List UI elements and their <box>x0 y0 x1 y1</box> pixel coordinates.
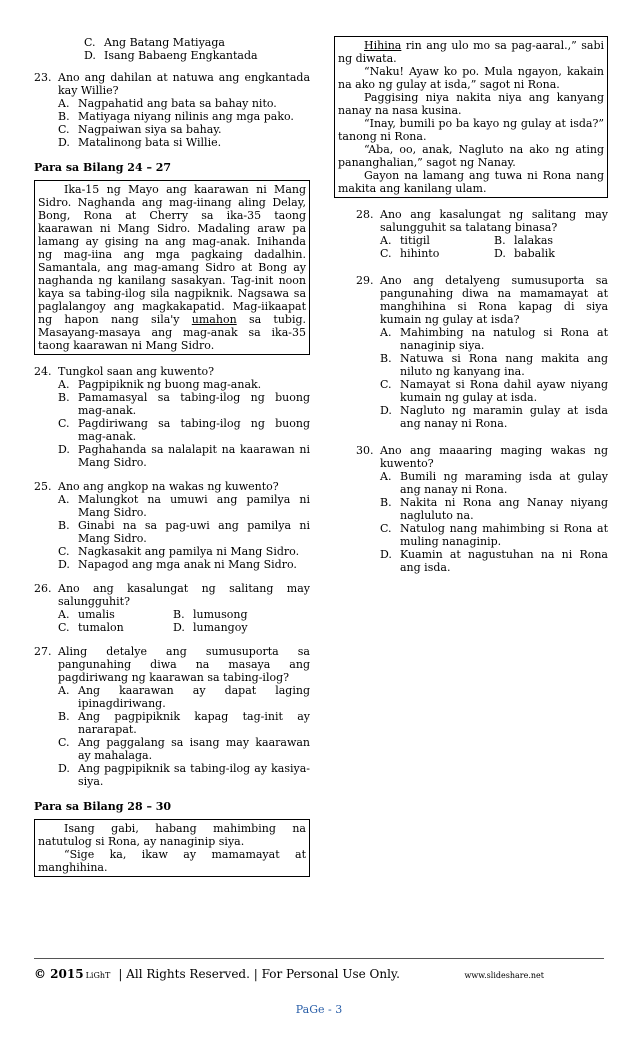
question-number: 28. <box>356 208 374 221</box>
question-25 <box>34 480 310 571</box>
option-letter: B. <box>58 710 70 723</box>
reading-passage-2 <box>34 819 310 877</box>
option-text: Matiyaga niyang nilinis ang mga pako. <box>78 110 294 123</box>
question-text: Aling detalye ang sumusuporta sa pangunahing diwa na masaya ang pagdiriwang ng kaarawan sa tabing-ilog? <box>58 645 310 684</box>
option-text: Ang pagpipiknik kapag tag-init ay nararapat. <box>78 710 310 736</box>
question-29 <box>356 274 608 430</box>
passage-paragraph: Gayon na lamang ang tuwa ni Rona nang makita ang kanilang ulam. <box>338 169 604 195</box>
option <box>34 519 310 545</box>
right-column <box>334 36 608 585</box>
option-text: Ang paggalang sa isang may kaarawan ay mahalaga. <box>78 736 310 762</box>
option-text: umalis <box>78 608 115 621</box>
option <box>34 545 310 558</box>
passage-paragraph <box>338 39 604 65</box>
option <box>356 352 608 378</box>
option-letter: A. <box>58 493 70 506</box>
option-text: Nagpaiwan siya sa bahay. <box>78 123 222 136</box>
option-letter: A. <box>58 684 70 697</box>
option-text: Nagluto ng maramin gulay at isda ang nanay ni Rona. <box>400 404 608 430</box>
q22-options-continued <box>34 36 310 62</box>
option-text: Ginabi na sa pag-uwi ang pamilya ni Mang Sidro. <box>78 519 310 545</box>
option-text: Ang pagpipiknik sa tabing-ilog ay kasiya-siya. <box>78 762 310 788</box>
passage-paragraph: Isang gabi, habang mahimbing na natutulog si Rona, ay nanaginip siya. <box>38 822 306 848</box>
passage-text: sa tubig. Masayang-masaya ang mag-anak sa ika-35 taong kaarawan ni Mang Sidro. <box>38 313 306 352</box>
question-23 <box>34 71 310 149</box>
option-letter: C. <box>380 522 392 535</box>
option <box>356 470 608 496</box>
option <box>34 710 310 736</box>
option-letter: D. <box>380 548 392 561</box>
option <box>58 621 173 634</box>
option-letter: B. <box>494 234 506 247</box>
question-number: 25. <box>34 480 52 493</box>
option-letter: A. <box>58 608 70 621</box>
option-text: Nagkasakit ang pamilya ni Mang Sidro. <box>78 545 300 558</box>
option <box>173 621 288 634</box>
option-text: hihinto <box>400 247 440 260</box>
page-number: PaGe - 3 <box>295 1003 343 1016</box>
option-letter: C. <box>58 417 70 430</box>
question-text: Ano ang dahilan at natuwa ang engkantada kay Willie? <box>58 71 310 97</box>
option-letter: D. <box>494 247 506 260</box>
question-28 <box>356 208 608 260</box>
option <box>356 522 608 548</box>
option <box>356 548 608 574</box>
option-letter: D. <box>58 762 70 775</box>
option-text: Nagpahatid ang bata sa bahay nito. <box>78 97 277 110</box>
option-text: Ang kaarawan ay dapat laging ipinagdiriwang. <box>78 684 310 710</box>
option <box>34 684 310 710</box>
option-letter: C. <box>58 545 70 558</box>
question-text: Ano ang detalyeng sumusuporta sa pangunahing diwa na mamamayat at manghihina si Rona kapag di siya kumain ng gulay at isda? <box>380 274 608 326</box>
option-text: lumusong <box>193 608 248 621</box>
option-letter: B. <box>58 391 70 404</box>
option-text: Natuwa si Rona nang makita ang niluto ng kanyang ina. <box>400 352 608 378</box>
option-text: Namayat si Rona dahil ayaw niyang kumain ng gulay at isda. <box>400 378 608 404</box>
question-number: 26. <box>34 582 52 595</box>
option-letter: A. <box>58 97 70 110</box>
site-link[interactable]: www.slideshare.net <box>464 971 544 980</box>
footer-divider <box>34 958 604 959</box>
option <box>380 247 494 260</box>
option <box>58 608 173 621</box>
question-number: 29. <box>356 274 374 287</box>
option <box>34 136 310 149</box>
underlined-word: umahon <box>191 313 237 326</box>
section-heading: Para sa Bilang 24 – 27 <box>34 161 172 174</box>
question-text: Ano ang maaaring maging wakas ng kuwento? <box>380 444 608 470</box>
option-text: Nakita ni Rona ang Nanay niyang nagluluto na. <box>400 496 608 522</box>
passage-paragraph: “Inay, bumili po ba kayo ng gulay at isda?” tanong ni Rona. <box>338 117 604 143</box>
option-text: Natulog nang mahimbing si Rona at muling nanaginip. <box>400 522 608 548</box>
option-letter: C. <box>84 36 96 49</box>
question-text: Ano ang kasalungat ng salitang may salungguhit? <box>58 582 310 608</box>
question-24 <box>34 365 310 469</box>
option-text: Kuamin at nagustuhan na ni Rona ang isda. <box>400 548 608 574</box>
option-letter: D. <box>58 443 70 456</box>
option-letter: C. <box>58 736 70 749</box>
option-row <box>34 608 310 621</box>
question-number: 24. <box>34 365 52 378</box>
option-text: Isang Babaeng Engkantada <box>104 49 258 62</box>
question-number: 30. <box>356 444 374 457</box>
option-text: Malungkot na umuwi ang pamilya ni Mang Sidro. <box>78 493 310 519</box>
rights-notice: | All Rights Reserved. | For Personal Use Only. <box>118 967 400 981</box>
option-letter: C. <box>58 621 70 634</box>
reading-passage-2-continued <box>334 36 608 198</box>
option-row <box>356 234 608 247</box>
section-heading: Para sa Bilang 28 – 30 <box>34 800 172 813</box>
option <box>34 762 310 788</box>
option-text: lumangoy <box>193 621 248 634</box>
option-text: Matalinong bata si Willie. <box>78 136 222 149</box>
left-column <box>34 36 310 887</box>
option <box>356 496 608 522</box>
brand-name: LiGhT <box>85 971 111 980</box>
option-letter: D. <box>58 136 70 149</box>
option-text: Ang Batang Matiyaga <box>104 36 225 49</box>
option <box>494 234 608 247</box>
option-text: babalik <box>514 247 555 260</box>
question-number: 23. <box>34 71 52 84</box>
option-text: Pamamasyal sa tabing-ilog ng buong mag-anak. <box>78 391 310 417</box>
option <box>34 391 310 417</box>
option-text: titigil <box>400 234 430 247</box>
question-27 <box>34 645 310 788</box>
option-letter: A. <box>58 378 70 391</box>
option-letter: D. <box>84 49 96 62</box>
option-letter: B. <box>173 608 185 621</box>
option <box>34 493 310 519</box>
option-text: lalakas <box>514 234 554 247</box>
underlined-word: Hihina <box>364 39 402 52</box>
option-letter: A. <box>380 234 392 247</box>
option-letter: C. <box>380 378 392 391</box>
passage-text: Ika-15 ng Mayo ang kaarawan ni Mang Sidro. Naghanda ang mag-iinang aling Delay, Bong, Rona at Cherry sa ika-35 taong kaarawan ni Mang Sidro. Madaling araw pa lamang ay gising na ang mag-anak. Inihanda ng mag-iina ang mga pagkaing dadalhin. Samantala, ang mag-amang Sidro at Bong ay naghanda ng kanilang sasakyan. Tag-init noon kaya sa tabing-ilog sila nagpiknik. Nagsawa sa paglalangoy ang magkakapatid. Mag-iikaapat ng hapon nang sila'y <box>38 183 306 326</box>
passage-paragraph: Paggising niya nakita niya ang kanyang nanay na nasa kusina. <box>338 91 604 117</box>
option-text: Bumili ng maraming isda at gulay ang nanay ni Rona. <box>400 470 608 496</box>
option-text: Pagpipiknik ng buong mag-anak. <box>78 378 262 391</box>
passage-paragraph: “Aba, oo, anak, Nagluto na ako ng ating pananghalian,” sagot ng Nanay. <box>338 143 604 169</box>
footer <box>34 968 604 982</box>
option <box>356 378 608 404</box>
option-text: Pagdiriwang sa tabing-ilog ng buong mag-anak. <box>78 417 310 443</box>
option-row <box>34 621 310 634</box>
option-letter: C. <box>58 123 70 136</box>
option <box>34 123 310 136</box>
option-letter: D. <box>58 558 70 571</box>
option-letter: A. <box>380 326 392 339</box>
question-text: Tungkol saan ang kuwento? <box>58 365 215 378</box>
option <box>380 234 494 247</box>
option-letter: D. <box>173 621 185 634</box>
option <box>34 558 310 571</box>
option-letter: C. <box>380 247 392 260</box>
question-number: 27. <box>34 645 52 658</box>
option-text: Paghahanda sa nalalapit na kaarawan ni Mang Sidro. <box>78 443 310 469</box>
question-30 <box>356 444 608 574</box>
question-text: Ano ang kasalungat ng salitang may salungguhit sa talatang binasa? <box>380 208 608 234</box>
option-text: Napagod ang mga anak ni Mang Sidro. <box>78 558 297 571</box>
option <box>173 608 288 621</box>
right-questions <box>334 208 608 574</box>
passage-text: rin ang ulo mo sa pag-aaral.,” sabi ng diwata. <box>338 39 604 65</box>
option-letter: D. <box>380 404 392 417</box>
option <box>34 110 310 123</box>
option-letter: B. <box>58 519 70 532</box>
option <box>34 97 310 110</box>
option-row <box>356 247 608 260</box>
option-letter: B. <box>380 496 392 509</box>
option <box>84 36 310 49</box>
option-letter: B. <box>380 352 392 365</box>
question-26 <box>34 582 310 634</box>
option <box>84 49 310 62</box>
option <box>34 378 310 391</box>
option-letter: B. <box>58 110 70 123</box>
option-text: Mahimbing na natulog si Rona at nanaginip siya. <box>400 326 608 352</box>
passage-paragraph: “Naku! Ayaw ko po. Mula ngayon, kakain na ako ng gulay at isda,” sagot ni Rona. <box>338 65 604 91</box>
question-text: Ano ang angkop na wakas ng kuwento? <box>58 480 279 493</box>
option <box>356 326 608 352</box>
passage-paragraph <box>38 183 306 352</box>
option <box>34 736 310 762</box>
passage-paragraph: “Sige ka, ikaw ay mamamayat at manghihina. <box>38 848 306 874</box>
reading-passage-1 <box>34 180 310 355</box>
option <box>34 417 310 443</box>
option-text: tumalon <box>78 621 124 634</box>
copyright: © 2015 <box>34 967 84 981</box>
option <box>34 443 310 469</box>
option <box>356 404 608 430</box>
option <box>494 247 608 260</box>
option-letter: A. <box>380 470 392 483</box>
